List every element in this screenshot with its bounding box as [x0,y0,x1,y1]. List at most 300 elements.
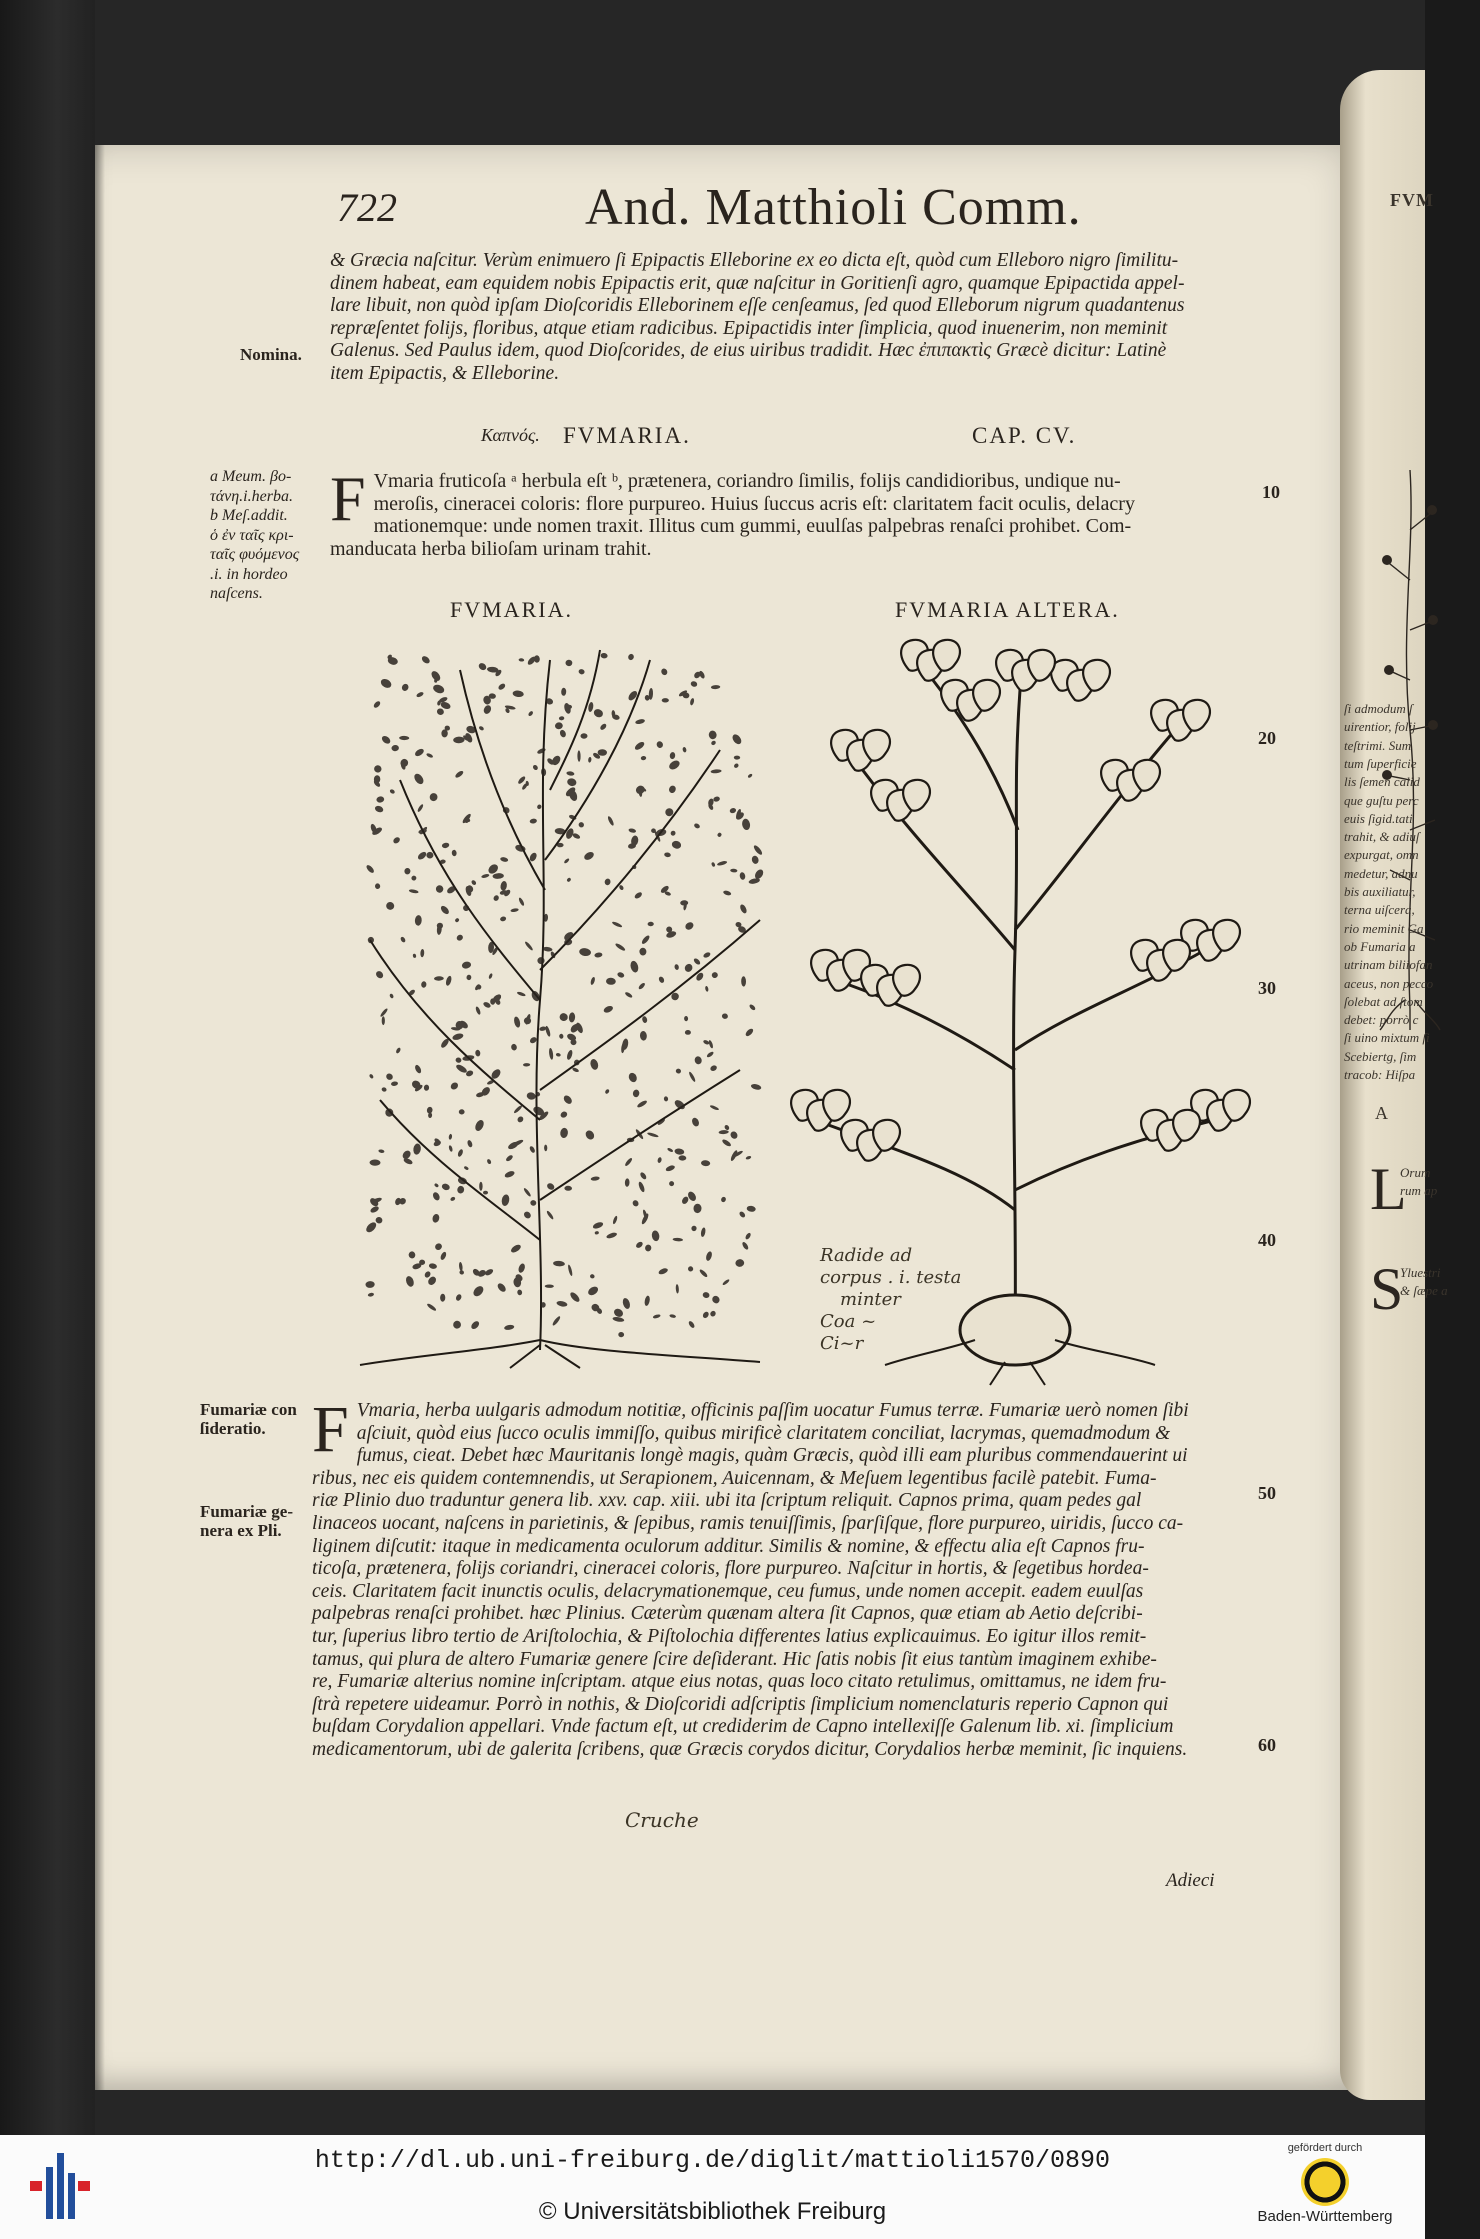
leaf-mark [651,1230,660,1242]
leaf-mark [451,850,456,857]
leaf-mark [656,740,664,749]
leaf-mark [569,1291,581,1304]
leaf-mark [500,857,509,863]
commentary-text [312,1393,1250,1762]
leaf-mark [587,1285,600,1297]
leaf-mark [606,978,616,986]
leaf-mark [421,981,427,988]
leaf-mark [555,722,563,730]
leaf-mark [454,917,459,923]
leaf-mark [408,1251,416,1259]
permalink-url[interactable]: http://dl.ub.uni-freiburg.de/diglit/mattioli1570/0890 [314,2146,1111,2175]
commentary-line: ticoſa, prætenera, folijs coriandri, cineracei coloris, flore purpureo. Naſcitur in hortis, & ſegetibus hordea- [312,1558,1149,1580]
leaf-mark [539,1026,547,1032]
leaf-mark [729,807,737,814]
leaf-mark [690,680,698,688]
leaf-mark [450,1196,456,1202]
leaf-mark [481,873,490,878]
leaf-mark [492,873,504,879]
handwritten-line: Radide ad [820,1245,913,1266]
leaf-mark [414,747,425,757]
leaf-mark [556,1053,561,1057]
leaf-mark [644,1244,652,1252]
leaf-mark [409,889,419,894]
leaf-mark [624,1157,633,1167]
leaf-mark [461,961,472,970]
leaf-mark [432,683,446,695]
leaf-mark [642,1016,648,1024]
leaf-mark [685,1030,691,1035]
leaf-mark [710,740,716,746]
next-page-line: tum ſuperficie [1344,755,1417,771]
next-page-line: Orum [1400,1165,1431,1180]
leaf-mark [482,704,492,715]
leaf-mark [436,707,445,716]
leaf-mark [510,908,519,913]
leaf-mark [439,1251,447,1261]
leaf-mark [517,1289,523,1295]
leaf-mark [475,1050,481,1057]
line-number: 40 [1258,1230,1276,1250]
leaf-mark [893,965,920,996]
leaf-mark [432,1191,441,1201]
leaf-mark [448,1134,452,1140]
leaf-mark [523,1210,533,1220]
leaf-mark [664,1096,669,1102]
leaf-mark [367,1292,374,1297]
next-page-line: ſi admodum ſ [1344,701,1413,716]
leaf-mark [369,1205,379,1214]
next-page-dropcap-1: L [1370,1156,1407,1222]
leaf-mark [434,1242,443,1251]
leaf-mark [399,736,409,740]
leaf-mark [399,758,409,768]
leaf-mark [748,1003,756,1011]
leaf-mark [729,1130,739,1140]
leaf-mark [518,658,524,662]
leaf-mark [615,942,627,952]
leaf-mark [603,1005,614,1014]
leaf-mark [660,667,668,676]
leaf-mark [721,1138,732,1147]
commentary-line: buſdam Corydalion appellari. Vnde factum eſt, ut crediderim de Capno intellexiſſe Galenum lib. xi. ſimplicium [312,1716,1174,1738]
leaf-mark [1163,940,1190,971]
leaf-mark [562,1094,573,1106]
leaf-mark [424,1085,429,1091]
leaf-mark [513,1105,523,1115]
leaf-mark [691,1225,697,1231]
leaf-mark [722,1278,730,1285]
leaf-mark [600,653,608,659]
leaf-mark [526,1091,537,1100]
commentary-line: tur, ſuperius libro tertio de Ariſtolochia, & Piſtolochia differentes latius explicauimus. Eo igitur illos remit- [312,1625,1147,1647]
leaf-mark [501,1194,510,1207]
leaf-mark [708,730,717,740]
leaf-mark [705,986,709,992]
coat-of-arms-icon [1301,2158,1349,2206]
leaf-mark [581,733,588,738]
leaf-mark [1133,760,1160,791]
leaf-mark [738,1211,746,1219]
leaf-mark [640,1031,648,1041]
leaf-mark [483,1191,488,1195]
leaf-mark [511,1043,518,1051]
leaf-mark [694,1056,703,1065]
leaf-mark [482,1001,491,1009]
leaf-mark [665,808,673,816]
leaf-mark [459,1109,465,1114]
leaf-mark [612,1215,618,1224]
commentary-line: fumus, cieat. Debet hæc Mauritanis longè magis, quàm Græcis, quòd illi eam pluribus commendauerint ui [356,1445,1188,1467]
leaf-mark [453,736,465,743]
leaf-mark [434,1183,439,1188]
commentary-line: aſciuit, quòd eius ſucco oculis immiſſo, quibus mirificè claritatem conciliat, lacrymas, quemadmodum & [356,1422,1171,1444]
next-page-line: & ſæpe a [1400,1283,1448,1298]
leaf-mark [669,752,675,760]
leaf-mark [385,901,396,912]
leaf-mark [400,936,407,943]
next-page-line: bis auxiliatur, [1344,884,1416,899]
leaf-mark [414,1064,423,1074]
leaf-mark [486,1158,492,1164]
leaf-mark [375,1216,383,1224]
chapter-greek-name: Καπνός. [481,425,540,445]
intro-line: dinem habeat, eam equidem nobis Epipactis erit, quæ naſcitur in Goritienſi agro, quamque Epipactida appel- [330,272,1185,294]
leaf-mark [391,1081,399,1086]
leaf-mark [745,1155,751,1160]
leaf-mark [405,1275,416,1288]
leaf-mark [452,1032,464,1041]
leaf-mark [564,1186,572,1191]
leaf-mark [693,957,702,965]
leaf-mark [546,1210,555,1220]
next-page-line: lis ſemen calid [1344,774,1420,790]
leaf-mark [639,948,646,956]
intro-line: item Epipactis, & Elleborine. [330,362,560,384]
leaf-mark [594,952,603,958]
leaf-mark [670,830,677,837]
leaf-mark [709,1104,719,1111]
leaf-mark [455,1057,462,1064]
leaf-mark [500,881,508,892]
logo-red-block [78,2181,90,2191]
leaf-mark [445,975,453,986]
catchword: Adieci [1166,1870,1215,1891]
leaf-mark [702,1311,710,1320]
leaf-mark [592,708,604,719]
next-page-line: uirentior, folij [1344,719,1416,735]
handwritten-line: Coa ~ [820,1311,877,1332]
leaf-mark [973,680,1000,711]
leaf-mark [668,784,677,794]
leaf-mark [441,1183,451,1191]
leaf-mark [394,1197,402,1206]
leaf-mark [420,655,431,665]
leaf-mark [741,976,746,986]
leaf-mark [1173,1110,1200,1141]
leaf-mark [439,904,450,915]
leaf-mark [588,702,594,713]
line-number: 20 [1258,728,1276,748]
margin-note-genera [200,1502,293,1540]
leaf-mark [440,1294,445,1302]
leaf-mark [463,1166,469,1171]
leaf-mark [720,1196,727,1203]
leaf-mark [395,1047,401,1054]
leaf-mark [739,872,746,880]
leaf-mark [493,894,500,902]
handwritten-line: corpus . i. testa [820,1267,962,1288]
leaf-mark [717,832,723,838]
leaf-mark [477,662,487,672]
margin-note-line: τάνη.i.herba. [210,487,293,505]
leaf-mark [735,1259,745,1268]
leaf-mark [559,729,567,738]
leaf-mark [684,921,695,931]
leaf-mark [664,852,671,858]
leaf-mark [675,1284,679,1294]
leaf-mark [578,821,585,828]
leaf-mark [706,1051,714,1059]
leaf-mark [559,1012,569,1022]
leaf-mark [639,1171,647,1180]
figure-title-right: FVMARIA ALTERA. [895,597,1120,622]
leaf-mark [420,949,424,957]
leaf-mark [426,752,434,758]
leaf-mark [376,796,385,803]
leaf-mark [479,1182,482,1191]
leaf-mark [631,1199,639,1207]
leaf-mark [744,1232,751,1240]
leaf-mark [637,1181,645,1193]
commentary-line: palpebras renaſci prohibet. hæc Plinius. Cæterùm quænam altera ſit Capnos, quæ etiam ab Aetio deſcribi- [312,1603,1143,1625]
leaf-mark [426,852,433,859]
leaf-mark [730,868,737,872]
leaf-mark [688,1071,696,1083]
leaf-mark [500,916,507,922]
leaf-mark [364,1221,378,1235]
leaf-mark [523,1063,530,1067]
leaf-mark [701,1160,711,1166]
leaf-mark [548,1048,553,1060]
leaf-mark [636,1099,648,1108]
next-page-line: ob Fumaria a [1344,938,1416,954]
leaf-mark [607,815,615,826]
leaf-mark [647,1132,659,1138]
leaf-mark [551,1315,561,1326]
leaf-mark [566,877,571,882]
leaf-mark [578,668,585,675]
next-page-dropcap-2: S [1370,1256,1404,1322]
leaf-mark [401,1149,412,1161]
leaf-mark [441,842,449,849]
next-page-line: expurgat, omn [1344,847,1419,863]
leaf-mark [1083,660,1110,691]
intro-line: repræſentet folijs, floribus, atque etiam radicibus. Epipactidis inter ſimplicia, quod inuenerim, non meminit [330,317,1168,339]
leaf-mark [933,640,960,671]
leaf-mark [567,1264,573,1276]
leaf-mark [577,750,580,761]
leaf-mark [475,1006,482,1015]
leaf-mark [572,1067,580,1073]
next-page-line: aceus, non pecco [1344,975,1434,991]
leaf-mark [691,1117,701,1128]
leaf-mark [496,1282,507,1293]
leaf-mark [553,1260,565,1266]
leaf-mark [563,858,570,864]
leaf-mark [566,1049,574,1060]
line-number: 50 [1258,1483,1276,1503]
leaf-mark [741,1241,749,1251]
copyright-notice: © Universitätsbibliothek Freiburg [538,2198,887,2225]
leaf-mark [669,1314,676,1319]
leaf-mark [417,804,424,813]
leaf-mark [373,700,382,709]
leaf-mark [532,764,539,771]
line-number: 60 [1258,1735,1276,1755]
next-page-line: Scebiertg, ſim [1344,1048,1417,1064]
sponsor-name: Baden-Württemberg [1257,2208,1393,2225]
leaf-mark [662,698,669,702]
leaf-mark [414,915,422,926]
handwritten-annotation-bottom: Cruche [625,1808,699,1832]
next-page-line: trahit, & adiuſ [1344,829,1420,845]
leaf-mark [627,1072,638,1084]
leaf-mark [455,1293,463,1301]
leaf-mark [625,1178,630,1187]
margin-note-line: nera ex Pli. [200,1521,282,1540]
leaf-mark [606,1232,618,1240]
leaf-mark [470,1320,481,1331]
leaf-mark [723,890,732,897]
leaf-mark [674,1148,685,1155]
commentary-line: Vmaria, herba uulgaris admodum notitiæ, officinis paſſim uocatur Fumus terræ. Fumariæ uerò nomen ſibi [356,1400,1189,1421]
margin-note-line: ταῖς φυόμενος [210,546,300,563]
chapter-margin-notes [210,467,299,604]
leaf-mark [566,771,575,776]
next-page-line: ſolebat ad ſtom [1344,993,1423,1009]
leaf-mark [739,903,748,914]
leaf-mark [449,1081,459,1091]
leaf-mark [536,747,546,755]
leaf-mark [734,756,740,760]
leaf-mark [682,747,687,753]
leaf-mark [589,1274,595,1280]
margin-note-line: Fumariæ con [200,1400,297,1419]
next-page-line: ſi uino mixtum ſi [1344,1030,1430,1046]
leaf-mark [617,971,625,978]
leaf-mark [708,1040,714,1049]
line-number: 10 [1262,482,1280,502]
leaf-mark [724,1124,730,1131]
commentary-line: re, Fumariæ alterius nomine inſcriptam. atque eius notas, quas loco citato retulimus, omittamus, ne idem fru- [312,1671,1167,1693]
leaf-mark [452,1319,463,1330]
leaf-mark [687,1266,693,1272]
leaf-mark [541,768,547,776]
leaf-mark [644,1295,651,1306]
leaf-mark [658,1267,669,1275]
leaf-mark [382,1016,385,1025]
leaf-mark [565,659,572,666]
chapter-line: manducata herba bilioſam urinam trahit. [330,537,652,560]
leaf-mark [517,775,526,785]
leaf-mark [559,716,565,721]
leaf-mark [471,1284,485,1298]
leaf-mark [741,818,751,831]
intro-line: & Græcia naſcitur. Verùm enimuero ſi Epipactis Elleborine ex eo dicta eſt, quòd cum Elleboro nigro ſimilitu- [330,250,1179,271]
leaf-mark [611,921,622,928]
margin-note-line: .i. in hordeo [210,565,288,583]
leaf-mark [504,1170,516,1179]
leaf-mark [529,1145,536,1153]
leaf-mark [746,1205,756,1212]
leaf-mark [751,855,760,865]
leaf-mark [379,1008,388,1018]
leaf-mark [700,1227,706,1237]
leaf-mark [668,1180,675,1187]
leaf-mark [561,688,566,696]
leaf-mark [412,772,425,786]
leaf-mark [385,1072,394,1081]
leaf-mark [589,1058,599,1071]
leaf-mark [517,991,527,997]
leaf-mark [556,1300,568,1307]
leaf-mark [579,947,592,956]
chapter-text [330,463,1250,560]
leaf-mark [456,934,464,942]
leaf-mark [518,897,525,907]
leaf-mark [401,683,410,692]
logo-red-block [30,2181,42,2191]
leaf-mark [512,690,524,698]
leaf-mark [536,804,542,810]
leaf-mark [566,777,577,787]
leaf-mark [672,1238,683,1242]
intro-paragraph [330,250,1250,386]
leaf-mark [466,975,471,981]
leaf-mark [412,953,416,958]
sponsor-badge[interactable] [1230,2142,1420,2237]
leaf-mark [530,1199,537,1206]
leaf-mark [638,982,646,990]
leaf-mark [684,1016,688,1021]
margin-note-consideratio [200,1400,297,1438]
commentary-line: ſtrà repetere uideamur. Porrò in nothis, & Dioſcoridi adſcriptis ſimplicium nomenclaturis reperio Capnon qui [312,1693,1169,1715]
leaf-mark [624,991,633,998]
commentary-line: ceis. Claritatem facit inunctis oculis, delacrymationemque, ceu fumus, unde nomen accepit. eadem euulſas [312,1580,1144,1602]
leaf-mark [590,976,596,985]
leaf-mark [823,1090,850,1121]
leaf-mark [381,1087,387,1093]
leaf-mark [559,1110,568,1118]
leaf-mark [711,971,718,978]
leaf-mark [592,1221,604,1230]
book-cloth-left [0,0,95,2135]
intro-line: Galenus. Sed Paulus idem, quod Dioſcorides, de eius uiribus tradidit. Hæc ἐπιπακτὶς Græcè dicitur: Latinè [330,340,1167,362]
leaf-mark [505,1154,514,1162]
commentary-line: riæ Plinio duo traduntur genera lib. xxv. cap. xiii. ubi ita ſcriptum reliquit. Capnos prima, quam pedes gal [312,1490,1142,1512]
leaf-mark [681,1196,690,1206]
leaf-mark [671,840,682,850]
leaf-mark [629,960,639,973]
next-page-line: debet: porrò c [1344,1012,1419,1028]
next-page-line: Yluestri [1400,1265,1441,1280]
leaf-mark [559,1033,564,1039]
leaf-mark [365,864,375,874]
leaf-mark [448,1145,453,1152]
leaf-mark [873,1120,900,1151]
leaf-mark [583,850,595,861]
